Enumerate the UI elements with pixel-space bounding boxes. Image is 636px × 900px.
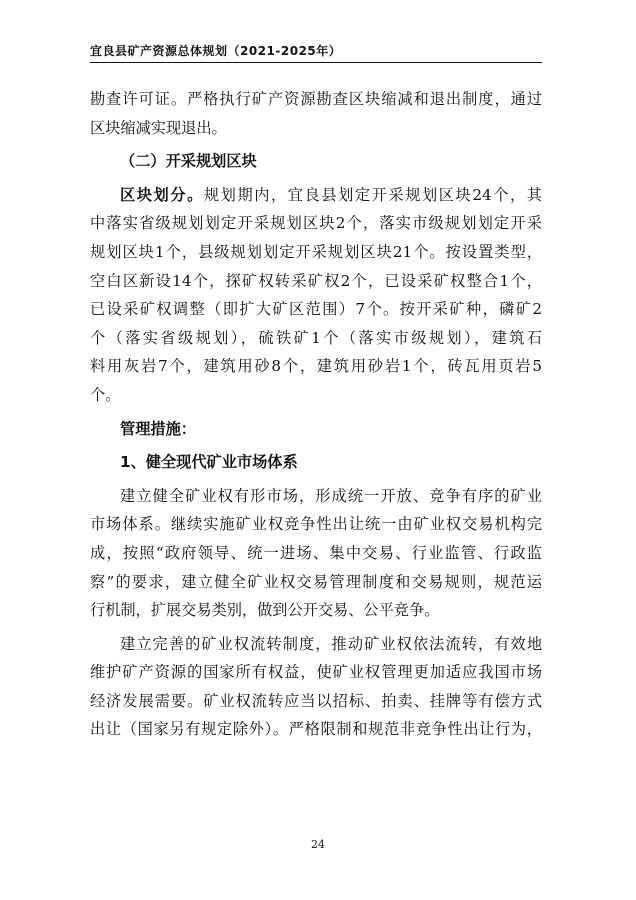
page-number: 24 [311, 838, 325, 851]
management-measures-heading: 管理措施： [120, 419, 196, 438]
text-line [90, 181, 542, 210]
text-line: 区块缩减实现退出。 [90, 118, 227, 137]
paragraph-block-division [90, 181, 542, 410]
paragraph-mining-rights-transfer [90, 630, 542, 744]
text-line: 空白区新设14个，探矿权转采矿权2个，已设采矿权整合1个， [90, 271, 542, 290]
text-line: 出让（国家另有规定除外）。严格限制和规范非竞争性出让行为， [90, 720, 542, 739]
header-rule [90, 62, 542, 63]
running-header: 宜良县矿产资源总体规划（2021-2025年） [90, 44, 342, 58]
text-line: 个。 [90, 385, 121, 404]
text-line: 市场体系。继续实施矿业权竞争性出让统一由矿业权交易机构完 [90, 515, 542, 534]
text-line: 经济发展需要。矿业权流转应当以招标、拍卖、挂牌等有偿方式 [90, 691, 542, 710]
lead-in-text: 规划期内，宜良县划定开采规划区块24个，其 [203, 185, 542, 204]
paragraph-mining-market [90, 482, 542, 625]
text-line: 勘查许可证。严格执行矿产资源勘查区块缩减和退出制度，通过 [90, 90, 542, 108]
text-line: 察”的要求，建立健全矿业权交易管理制度和交易规则，规范运 [90, 572, 542, 591]
section-heading: （二）开采规划区块 [120, 152, 257, 171]
paragraph-exploration-exit [90, 85, 542, 142]
text-line: 成，按照“政府领导、统一进场、集中交易、行业监管、行政监 [90, 543, 542, 562]
page-body [90, 85, 542, 744]
text-line: 建立健全矿业权有形市场，形成统一开放、竞争有序的矿业 [120, 486, 542, 505]
text-line: 中落实省级规划划定开采规划区块2个，落实市级规划划定开采 [90, 214, 542, 233]
text-line: 规划区块1个，县级规划划定开采规划区块21个。按设置类型， [90, 242, 542, 261]
text-line: 维护矿产资源的国家所有权益，使矿业权管理更加适应我国市场 [90, 663, 542, 682]
text-line: 建立完善的矿业权流转制度，推动矿业权依法流转，有效地 [120, 634, 542, 653]
text-line: 个（落实省级规划），硫铁矿1个（落实市级规划），建筑石 [90, 328, 542, 347]
text-line: 已设采矿权调整（即扩大矿区范围）7个。按开采矿种，磷矿2 [90, 300, 542, 319]
text-line: 料用灰岩7个，建筑用砂8个，建筑用砂岩1个，砖瓦用页岩5 [90, 357, 542, 376]
subsection-heading: 1、健全现代矿业市场体系 [120, 453, 298, 472]
text-line: 行机制，扩展交易类别，做到公开交易、公平竞争。 [90, 601, 440, 620]
lead-in-term: 区块划分。 [120, 185, 204, 204]
